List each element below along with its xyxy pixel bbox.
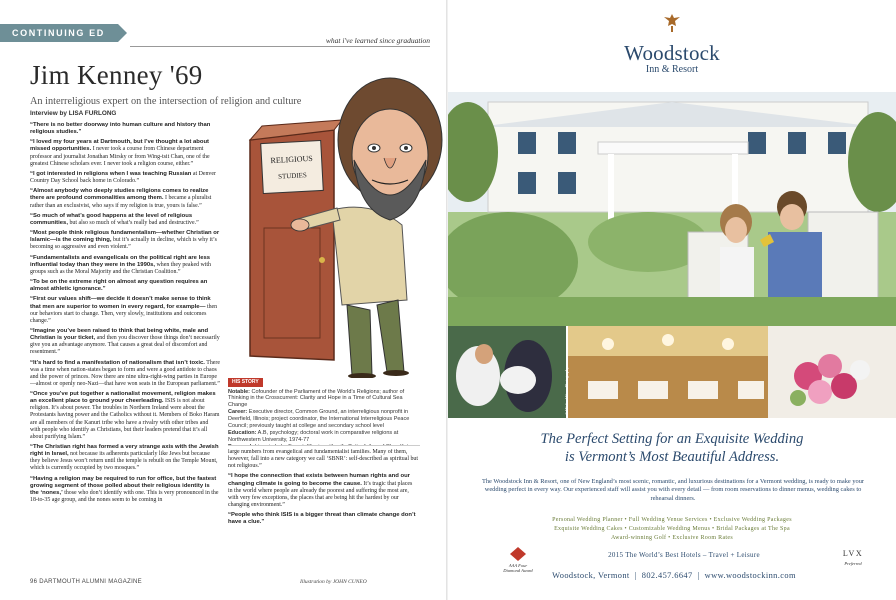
kicker: what i've learned since graduation xyxy=(325,36,430,45)
photo-credit: © Michael Kane Photography xyxy=(564,366,569,415)
his-story-value xyxy=(228,444,416,446)
services-line-3: Award-winning Golf • Exclusive Room Rates xyxy=(611,535,733,541)
ad-headline-line1: The Perfect Setting for an Exquisite Wedding xyxy=(540,431,804,447)
ad-services xyxy=(468,516,876,543)
his-story-box xyxy=(228,378,420,446)
ad-rating: 2015 The World’s Best Hotels – Travel + Leisure xyxy=(608,551,760,559)
caricature-illustration xyxy=(222,60,444,378)
woodstock-logo xyxy=(448,12,896,75)
article-paragraph xyxy=(30,444,220,472)
his-story-value: A.B, psychology; doctoral work in comparative religions at Northwestern University, 1974-77 xyxy=(228,430,399,443)
paragraph-body: but also so much of what’s really bad and destructive.” xyxy=(67,219,199,226)
paragraph-lead: “Fundamentalists and evangelicals on the political right are less influential today than they were in the 1990s, xyxy=(30,254,211,268)
photo-strip xyxy=(448,326,896,418)
paragraph-lead: “Almost anybody who deeply studies religions comes to realize there are profound commonalities among them. xyxy=(30,188,209,202)
paragraph-body: when they peaked with groups such as the Moral Majority and the Christian Coalition.” xyxy=(30,261,211,275)
article-paragraph xyxy=(30,360,220,388)
article-paragraph xyxy=(30,296,220,324)
services-line-1: Personal Wedding Planner • Full Wedding Venue Services • Exclusive Wedding Packages xyxy=(552,517,792,523)
paragraph-body: and then you discover those things don’t necessarily give you an advantage anymore. That causes a great deal of discomfort and resentment.” xyxy=(30,335,220,356)
paragraph-lead: “Having a religion may be required to run for office, but the fastest growing segment of those polled about their religious identity is the ‘nones,’ xyxy=(30,475,217,496)
diamond-icon xyxy=(508,546,528,562)
paragraph-lead: “People who think ISIS is a bigger threat than climate change don’t have a clue.” xyxy=(228,512,416,526)
paragraph-body: I became a pluralist rather than an exclusivist, who says if my religion is true, yours is false.” xyxy=(30,195,212,209)
eagle-icon xyxy=(661,12,683,34)
hero-photo xyxy=(448,92,896,326)
paragraph-body: large numbers from evangelical and fundamentalist families. Many of them, however, fall into a new category we call ‘SBNR’: self-described as spiritual but not religious.” xyxy=(228,449,418,470)
his-story-value: Executive director, Common Ground, an interreligious nonprofit in Deerfield, Illinois; project coordinator, the International Interreligious Peace Council; previously taught at college and secondary school level xyxy=(228,409,410,429)
article-paragraph xyxy=(30,391,220,441)
logo-name: Woodstock xyxy=(624,41,720,65)
his-story-key xyxy=(228,444,253,446)
paragraph-lead: “Most people think religious fundamentalism—whether Christian or Islamic—is the coming thing, xyxy=(30,230,220,244)
paragraph-body: at Denver Country Day School back home in Colorado.” xyxy=(30,170,216,185)
his-story-key: Notable: xyxy=(228,388,250,395)
his-story-item xyxy=(228,389,420,409)
paragraph-body: It’s tragic that places in the world where people are already the poorest and suffering the most are, with very few exceptions, the places that are being hit the hardest by our changing environment.” xyxy=(228,480,413,508)
paragraph-body: There was a time when nation-states began to form and were a good antidote to chaos and the power of princes. Now there are nine ultra-right-wing parties in Europe—almost or openly neo-Nazi—that have won seats in the European parliament.” xyxy=(30,359,220,387)
his-story-value: Cofounder of the Parliament of the World’s Religions; author of Thinking in the Crosscurrent: Clarity and Hope in a Time of Cultural Sea Change xyxy=(228,388,405,408)
contact-phone[interactable]: 802.457.6647 xyxy=(641,571,693,580)
his-story-label: HIS STORY xyxy=(228,378,263,387)
aaa-text: AAA Four Diamond Award xyxy=(503,563,533,573)
paragraph-lead: “I got interested in religions when I was teaching Russian xyxy=(30,170,192,177)
article-paragraph xyxy=(30,213,220,227)
article-paragraph xyxy=(30,188,220,209)
article-paragraph xyxy=(228,449,418,470)
paragraph-lead: “First our values shift—we decide it doesn’t make sense to think that men are superior to women in every regard, for example— xyxy=(30,296,211,310)
paragraph-lead: “Once you’ve put together a nationalist movement, religion makes an excellent place to ground your cheerleading. xyxy=(30,391,216,405)
article-paragraph xyxy=(30,139,220,167)
lvx-sub: Preferred xyxy=(844,561,862,566)
article-title: Jim Kenney '69 xyxy=(30,60,203,90)
paragraph-body: but it’s actually in decline, which is why it’s becoming so aggressive and even violent.” xyxy=(30,237,217,251)
paragraph-body: those who don’t identify with one. This is very pronounced in the 18-to-35 age group, and the nones seem to be coming in xyxy=(30,489,219,503)
paragraph-lead: “I loved my four years at Dartmouth, but I’ve thought a lot about missed opportunities. xyxy=(30,139,210,153)
door-sign-text: RELIGIOUS xyxy=(270,153,313,166)
services-line-2: Exquisite Wedding Cakes • Customizable Wedding Menus • Bridal Packages at The Spa xyxy=(554,526,790,532)
article-paragraph xyxy=(228,473,418,508)
ad-contact: Woodstock, Vermont | 802.457.6647 | www.woodstockinn.com xyxy=(552,571,796,580)
paragraph-lead: “I hope the connection that exists between human rights and our changing climate is going to become the cause. xyxy=(228,473,410,487)
aaa-award-badge xyxy=(500,546,536,586)
article-paragraph xyxy=(228,512,418,526)
door-sign-text-2: STUDIES xyxy=(277,171,308,181)
contact-place: Woodstock, Vermont xyxy=(552,571,630,580)
paragraph-body: then our behaviors start to change. Then, very slowly, institutions and outcomes change.” xyxy=(30,303,218,324)
his-story-item xyxy=(228,444,420,446)
article-paragraph xyxy=(30,328,220,356)
article-paragraph xyxy=(30,122,220,136)
paragraph-lead: “It’s hard to find a manifestation of nationalism that isn’t toxic. xyxy=(30,359,205,366)
lvx-badge xyxy=(828,549,878,566)
article-column-2 xyxy=(228,449,418,579)
paragraph-lead: “Imagine you’ve been raised to think that being white, male and Christian is your ticket, xyxy=(30,328,209,342)
page-footer: 96 DARTMOUTH ALUMNI MAGAZINE xyxy=(30,579,142,585)
lvx-text: LVX xyxy=(842,549,864,558)
paragraph-lead: “The Christian right has formed a very strange axis with the Jewish right in Israel, xyxy=(30,444,219,458)
paragraph-body: I never took a course from Chinese department professor and journalist Jonathan Mirsky or from Wing-tsit Chan, one of the greatest Chinese scholars ever. I never took a religion course, either.” xyxy=(30,146,210,167)
article-paragraph xyxy=(30,279,220,293)
logo-sub: Inn & Resort xyxy=(645,64,699,75)
his-story-key: Education: xyxy=(228,430,257,437)
contact-website[interactable]: www.woodstockinn.com xyxy=(704,571,796,580)
paragraph-lead: “There is no better doorway into human culture and history than religious studies.” xyxy=(30,122,211,136)
ad-body: The Woodstock Inn & Resort, one of New England’s most scenic, romantic, and luxurious destinations for a Vermont wedding, is ready to make your wedding perfect in every way. Our experienced staff will assist you with every detail — from room reservations to dinner menus, wedding cakes to rehearsal dinners. xyxy=(481,478,865,502)
his-story-key: Career: xyxy=(228,409,248,416)
article-paragraph xyxy=(30,230,220,251)
article-paragraph xyxy=(30,171,220,185)
paragraph-body: not because its adherents particularly like Jews but because they believe Jesus won’t return until the temple is rebuilt on the Temple Mount, which is currently occupied by two mosques.” xyxy=(30,451,218,472)
paragraph-lead: “So much of what’s good happens at the level of religious communities, xyxy=(30,212,193,226)
paragraph-body: ISIS is not about religion. It’s about power. The troubles in Northern Ireland were about the Protestants having power and the Catholics without it. Members of Boko Haram are all members of the Kanuri tribe who have a rivalry with other tribes and with people who identify as Christians, but their leaders pretend that it’s all about purifying Islam.” xyxy=(30,398,220,440)
article-column-1 xyxy=(30,122,220,582)
article-paragraph xyxy=(30,476,220,504)
header-rule xyxy=(130,46,430,47)
paragraph-lead: “To be on the extreme right on almost any question requires an almost athletic ignorance.” xyxy=(30,279,208,293)
illustration-credit: Illustration by JOHN CUNEO xyxy=(300,579,367,585)
right-page-ad xyxy=(448,0,896,600)
article-paragraph xyxy=(30,255,220,276)
his-story-item xyxy=(228,430,420,443)
ad-headline-line2: is Vermont’s Most Beautiful Address. xyxy=(564,449,780,465)
section-tag: CONTINUING ED xyxy=(0,24,118,42)
article-subtitle: An interreligious expert on the intersection of religion and culture xyxy=(30,96,302,107)
his-story-item xyxy=(228,409,420,429)
ad-headline xyxy=(462,430,882,466)
byline: Interview by LISA FURLONG xyxy=(30,110,117,117)
